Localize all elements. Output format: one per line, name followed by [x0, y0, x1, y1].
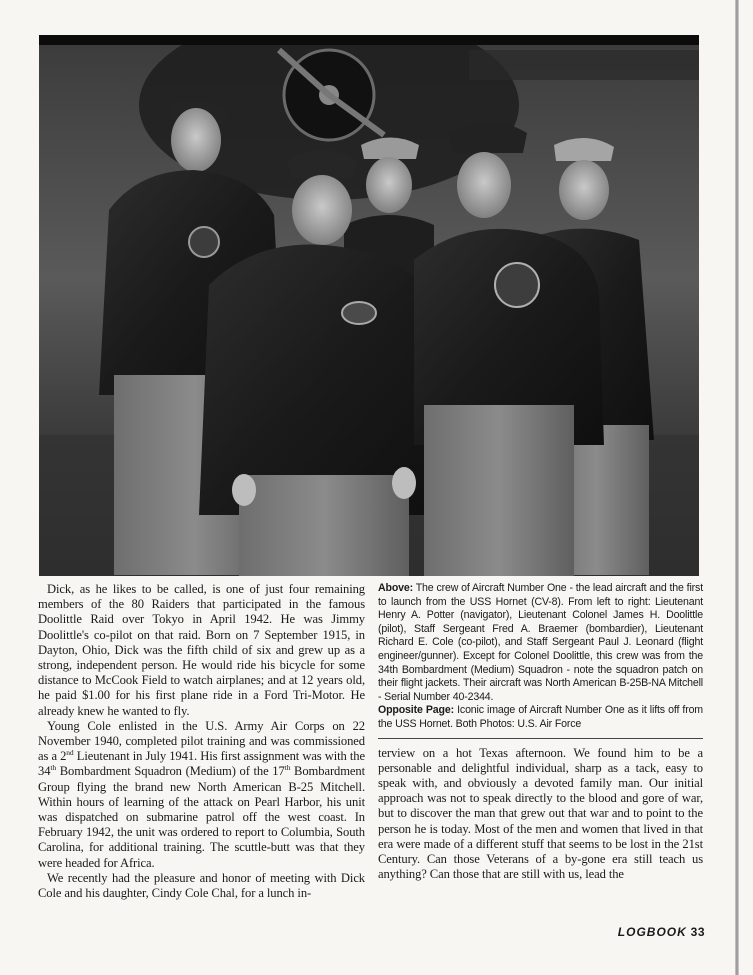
caption-opposite-text: Iconic image of Aircraft Number One as it lifts off from the USS Hornet. Both Photos: U.S. Air Force	[378, 704, 703, 730]
left-paragraph-1: Dick, as he likes to be called, is one of just four remaining members of the 80 Raiders that participated in the famous Doolittle Raid over Tokyo in April 1942. He was Jimmy Doolittle's co-pilot on that raid. Born on 7 September 1915, in Dayton, Ohio, Dick was the fifth child of six and grew up as a strong, independent person. He would ride his bicycle for some distance to McCook Field to watch airplanes; and at 12 years old, he paid $1.00 for his first plane ride in a Ford Tri-Motor. He already knew he wanted to fly.	[38, 582, 365, 718]
photo-caption	[378, 582, 703, 732]
caption-opposite-label: Opposite Page:	[378, 704, 454, 717]
caption-opposite	[378, 704, 703, 731]
left-paragraph-2-text-d: Bombardment Group flying the brand new North American B-25 Mitchell. Within hours of learning of the attack on Pearl Harbor, his unit was dispatched on submarine patrol off the west coast. In February 1942, the unit was ordered to report to Columbia, South Carolina, for additional training. The scuttle-butt was that they were headed for Africa.	[38, 764, 366, 870]
caption-above-text: The crew of Aircraft Number One - the lead aircraft and the first to launch from the USS Hornet (CV-8). From left to right: Lieutenant Henry A. Potter (navigator), Lieutenant Colonel James H. Doolittle (pilot), Staff Sergeant Fred A. Braemer (bombardier), Lieutenant Richard E. Cole (co-pilot), and Staff Sergeant Paul J. Leonard (flight engineer/gunner). Except for Colonel Doolittle, this crew was from the 34th Bombardment (Medium) Squadron - note the squadron patch on their flight jackets. Their aircraft was North American B-25B-NA Mitchell - Serial Number 40-2344.	[378, 582, 703, 703]
right-paragraph-1: terview on a hot Texas afternoon. We found him to be a personable and delightful individual, sharp as a tack, easy to speak with, and obviously a devoted family man. Our initial approach was not to speak directly to the blood and gore of war, but to discover the man that grew out that war and to point to the person he is today. Most of the men and women that lived in that era were made of a different stuff that seems to be lost in the 21st Century. Can those Veterans of a by-gone era still teach us anything? Can those that are still with us, lead the	[378, 745, 703, 882]
crew-photo-illustration	[39, 35, 699, 576]
right-body	[378, 746, 703, 883]
left-paragraph-3: We recently had the pleasure and honor of meeting with Dick Cole and his daughter, Cindy Cole Chal, for a lunch in-	[38, 870, 365, 901]
left-column	[38, 582, 365, 901]
page-edge-shadow	[735, 0, 739, 975]
superscript-th-2: th	[284, 763, 291, 773]
page-footer	[618, 925, 705, 939]
caption-above-label: Above:	[378, 582, 414, 594]
right-column	[378, 582, 703, 882]
left-paragraph-2	[38, 719, 365, 871]
magazine-name: LOGBOOK	[617, 925, 687, 939]
caption-above	[378, 582, 703, 704]
page-number: 33	[690, 925, 705, 939]
left-paragraph-2-text-c: Bombardment Squadron (Medium) of the 17	[56, 764, 285, 779]
crew-photo	[39, 35, 699, 576]
superscript-th-1: th	[50, 763, 57, 773]
caption-divider	[378, 738, 703, 739]
superscript-nd: nd	[66, 748, 74, 758]
left-paragraph-2-text-a: Young Cole enlisted in the U.S. Army Air Corps on 22 November 1940, completed pilot training and was commissioned as a 2	[38, 718, 365, 764]
left-paragraph-2-text-b: Lieutenant in July 1941. His first assignment was with the 34	[38, 749, 365, 779]
